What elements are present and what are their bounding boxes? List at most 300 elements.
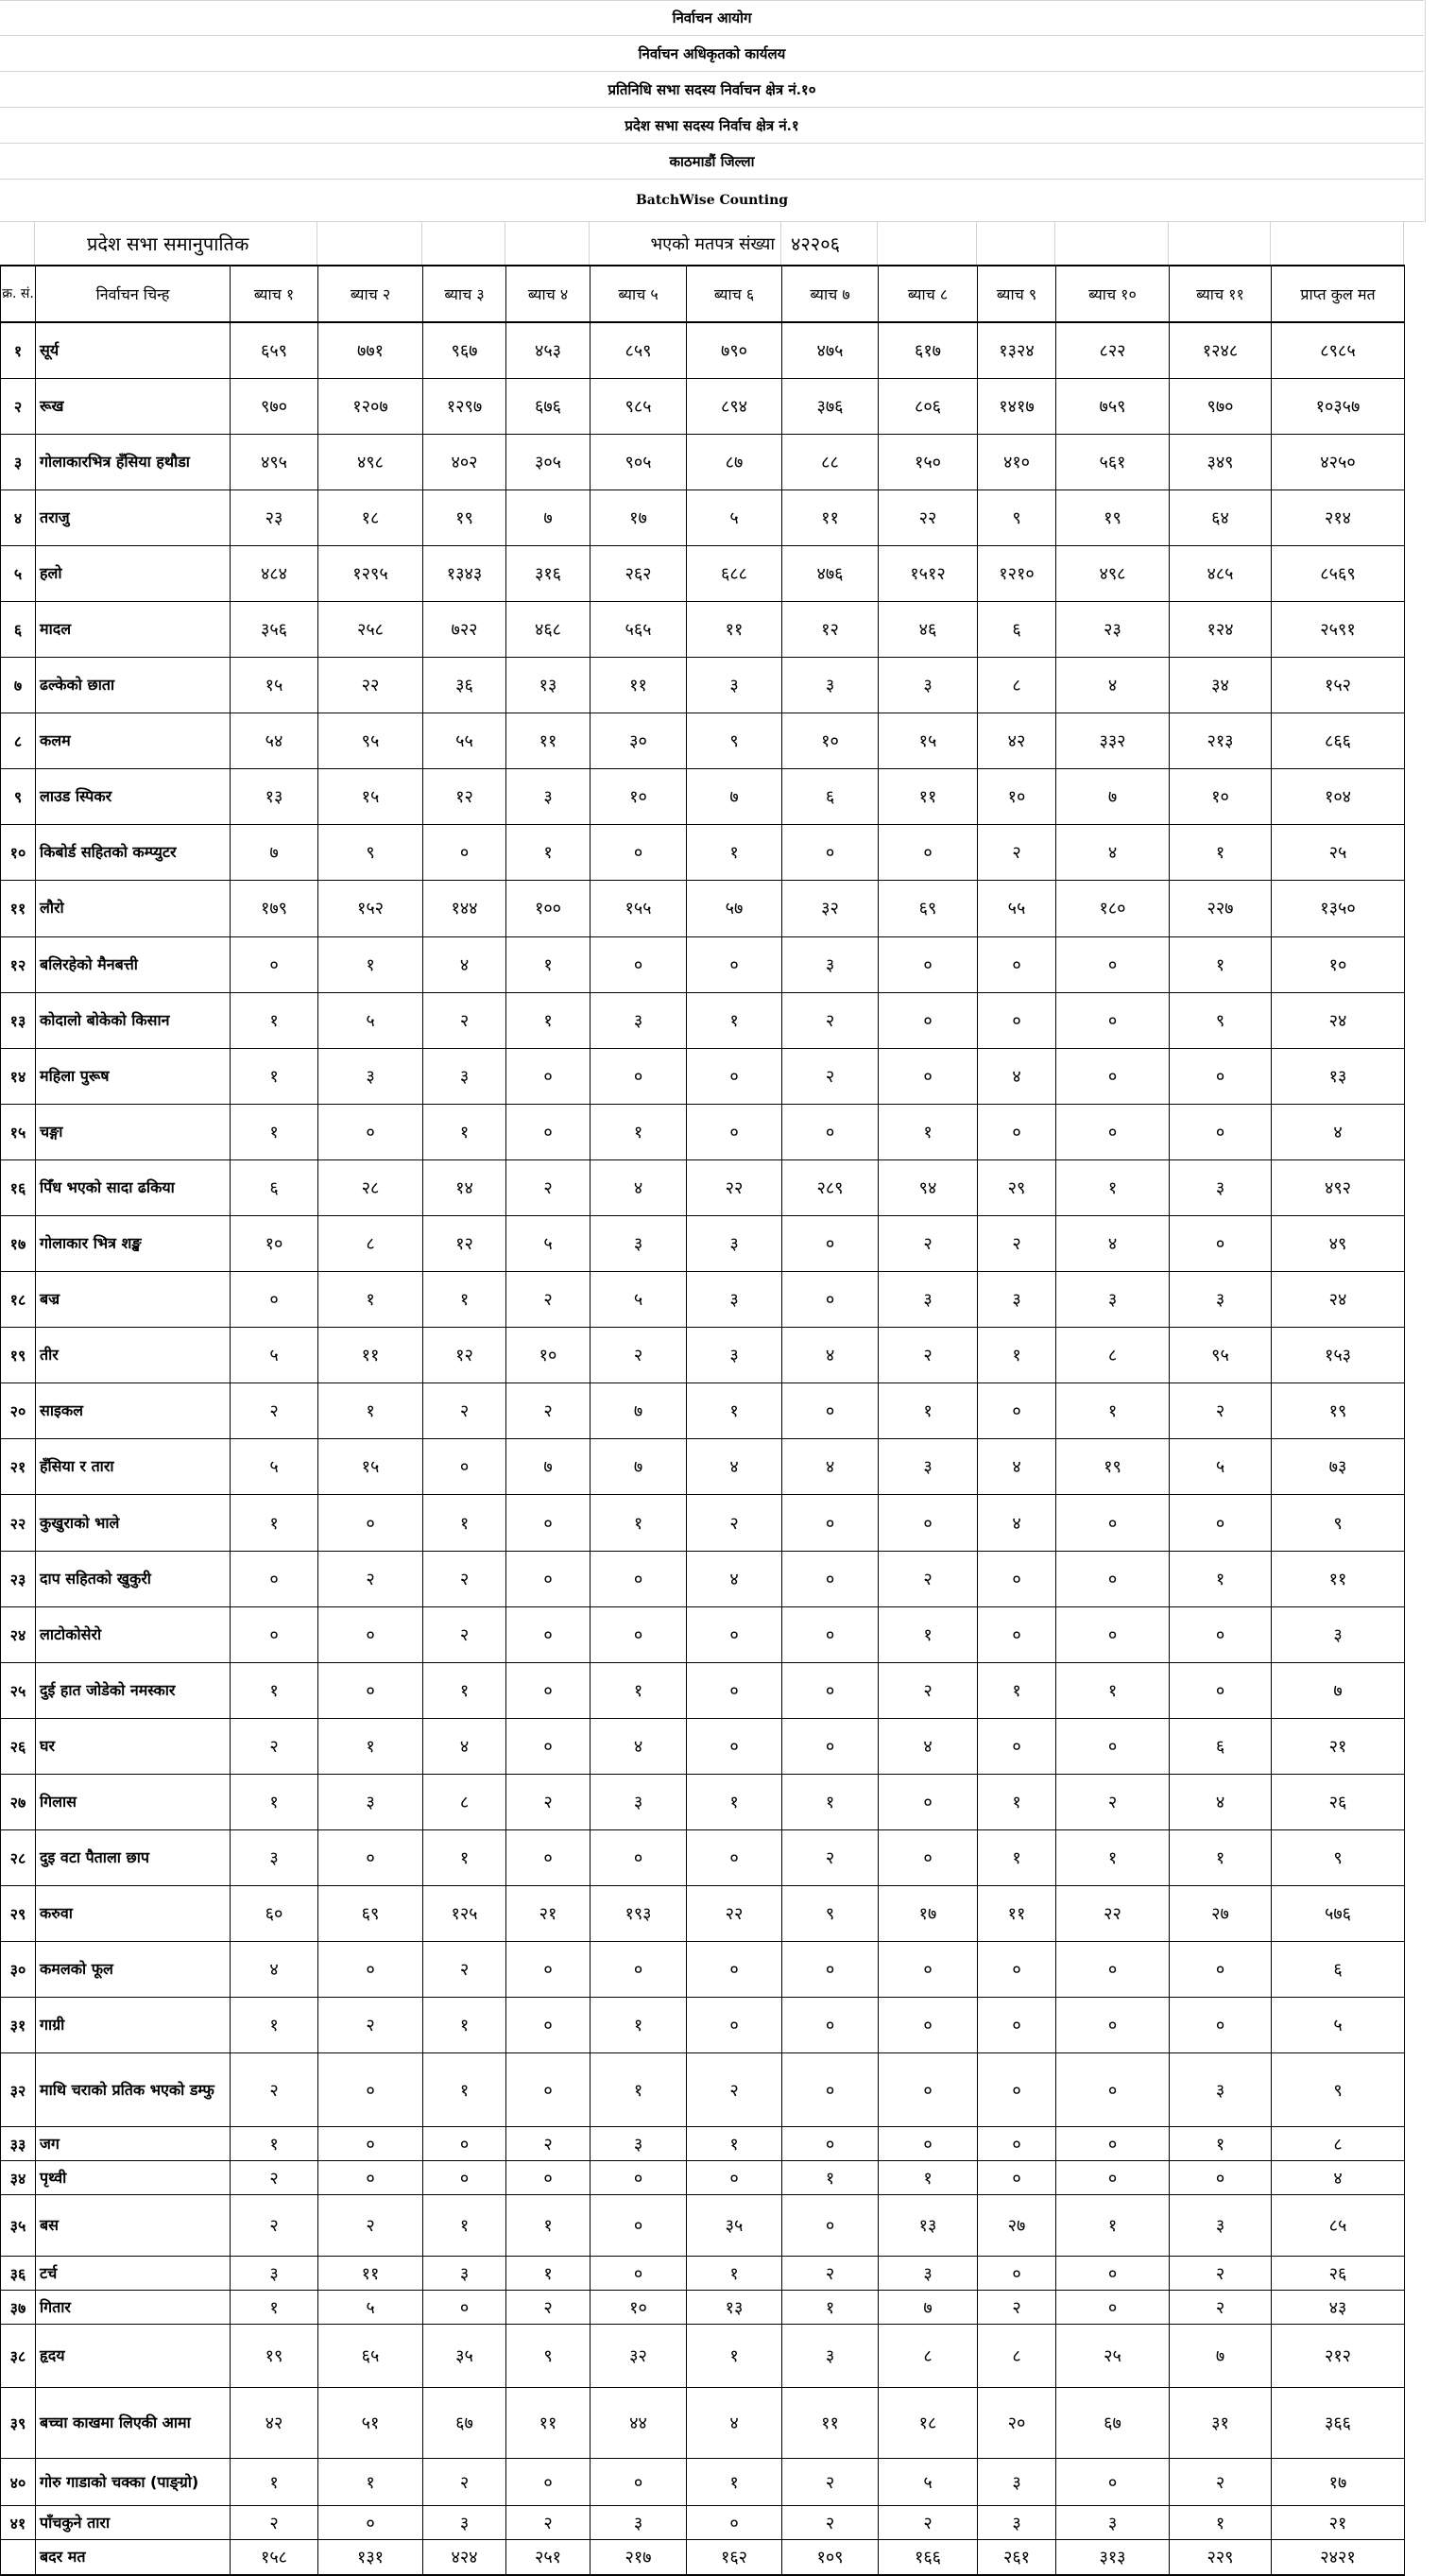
table-row bbox=[1, 825, 1405, 881]
serial-number: १३ bbox=[1, 992, 36, 1048]
column-header-row bbox=[1, 266, 1405, 322]
batch-7-votes: ० bbox=[782, 1104, 879, 1159]
batch-1-votes: १ bbox=[231, 2127, 318, 2161]
batch-2-votes: ८ bbox=[318, 1216, 423, 1272]
batch-5-votes: ३२ bbox=[591, 2325, 687, 2388]
header-batch-10: ब्याच १० bbox=[1056, 266, 1170, 322]
header-batch-2: ब्याच २ bbox=[318, 266, 423, 322]
batch-2-votes: २ bbox=[318, 2195, 423, 2257]
batch-6-votes: १ bbox=[687, 1774, 782, 1829]
batch-4-votes: ० bbox=[506, 1606, 591, 1662]
batch-3-votes: ४ bbox=[423, 1718, 506, 1774]
batch-8-votes: ५ bbox=[879, 2459, 978, 2506]
batch-7-votes: ० bbox=[782, 2127, 879, 2161]
batch-3-votes: १३४३ bbox=[423, 545, 506, 601]
batch-2-votes: ६५ bbox=[318, 2325, 423, 2388]
symbol-name: किबोर्ड सहितको कम्प्युटर bbox=[36, 825, 231, 881]
table-row bbox=[1, 1998, 1405, 2053]
batch-9-votes: २ bbox=[978, 825, 1056, 881]
serial-number: २० bbox=[1, 1383, 36, 1439]
batch-9-votes: ८ bbox=[978, 2325, 1056, 2388]
batch-1-votes: २ bbox=[231, 2053, 318, 2127]
symbol-name: तीर bbox=[36, 1328, 231, 1383]
batch-8-votes: ३ bbox=[879, 2257, 978, 2291]
batch-10-votes: ० bbox=[1056, 2053, 1170, 2127]
batch-7-votes: ४७५ bbox=[782, 322, 879, 378]
batch-5-votes: ० bbox=[591, 825, 687, 881]
batch-11-votes: १ bbox=[1170, 1551, 1272, 1606]
symbol-name: सूर्य bbox=[36, 322, 231, 378]
batch-6-votes: ० bbox=[687, 1998, 782, 2053]
batch-1-votes: १० bbox=[231, 1216, 318, 1272]
title-constituency: प्रतिनिधि सभा सदस्य निर्वाचन क्षेत्र नं.१० bbox=[0, 72, 1424, 108]
batch-4-votes: ० bbox=[506, 2053, 591, 2127]
batch-2-votes: ० bbox=[318, 2127, 423, 2161]
batch-4-votes: ० bbox=[506, 1718, 591, 1774]
batch-11-votes: २ bbox=[1170, 1383, 1272, 1439]
batch-4-votes: ११ bbox=[506, 2388, 591, 2459]
serial-number: २७ bbox=[1, 1774, 36, 1829]
batch-9-votes: २ bbox=[978, 2291, 1056, 2325]
table-row bbox=[1, 881, 1405, 936]
batch-4-votes: ३१६ bbox=[506, 545, 591, 601]
batch-6-votes: ५ bbox=[687, 489, 782, 545]
serial-number: ७ bbox=[1, 658, 36, 713]
batch-8-votes: ७ bbox=[879, 2291, 978, 2325]
invalid-batch-8: १६६ bbox=[879, 2540, 978, 2575]
symbol-name: मादल bbox=[36, 601, 231, 657]
batch-5-votes: ३ bbox=[591, 1216, 687, 1272]
batch-2-votes: १५ bbox=[318, 1439, 423, 1495]
batch-10-votes: २५ bbox=[1056, 2325, 1170, 2388]
batch-7-votes: १ bbox=[782, 2291, 879, 2325]
batch-2-votes: ० bbox=[318, 1662, 423, 1718]
batch-5-votes: १५५ bbox=[591, 881, 687, 936]
batch-11-votes: २१३ bbox=[1170, 713, 1272, 769]
batch-5-votes: १० bbox=[591, 769, 687, 825]
table-row bbox=[1, 2325, 1405, 2388]
total-votes: २६ bbox=[1272, 2257, 1405, 2291]
batch-11-votes: ९ bbox=[1170, 992, 1272, 1048]
batch-7-votes: ४ bbox=[782, 1328, 879, 1383]
serial-number: १४ bbox=[1, 1048, 36, 1104]
total-votes: ८६६ bbox=[1272, 713, 1405, 769]
batch-4-votes: २ bbox=[506, 2127, 591, 2161]
batch-6-votes: ४ bbox=[687, 1439, 782, 1495]
total-votes: ९ bbox=[1272, 2053, 1405, 2127]
serial-number: ३८ bbox=[1, 2325, 36, 2388]
serial-number: ४ bbox=[1, 489, 36, 545]
serial-number: ३३ bbox=[1, 2127, 36, 2161]
batch-4-votes: ४५३ bbox=[506, 322, 591, 378]
header-serial: क्र. सं. bbox=[1, 266, 36, 322]
batch-11-votes: २ bbox=[1170, 2459, 1272, 2506]
invalid-batch-3: ४२४ bbox=[423, 2540, 506, 2575]
serial-number: ३२ bbox=[1, 2053, 36, 2127]
batch-8-votes: ० bbox=[879, 1495, 978, 1551]
batch-3-votes: २ bbox=[423, 1383, 506, 1439]
batch-8-votes: २ bbox=[879, 1662, 978, 1718]
batch-9-votes: ० bbox=[978, 1606, 1056, 1662]
title-block bbox=[0, 0, 1426, 222]
batch-10-votes: ७५९ bbox=[1056, 378, 1170, 434]
batch-6-votes: ४ bbox=[687, 2388, 782, 2459]
batch-4-votes: १० bbox=[506, 1328, 591, 1383]
batch-1-votes: २ bbox=[231, 2195, 318, 2257]
batch-1-votes: १ bbox=[231, 2291, 318, 2325]
batch-3-votes: ४ bbox=[423, 936, 506, 992]
batch-5-votes: १ bbox=[591, 1662, 687, 1718]
batch-5-votes: २ bbox=[591, 1328, 687, 1383]
batch-3-votes: १४ bbox=[423, 1159, 506, 1215]
batch-11-votes: ३ bbox=[1170, 1159, 1272, 1215]
invalid-votes-row bbox=[1, 2540, 1405, 2575]
batch-5-votes: ८५९ bbox=[591, 322, 687, 378]
title-district: काठमाडौं जिल्ला bbox=[0, 144, 1424, 180]
symbol-name: कुखुराको भाले bbox=[36, 1495, 231, 1551]
title-province-constituency: प्रदेश सभा सदस्य निर्वाच क्षेत्र नं.१ bbox=[0, 108, 1424, 144]
total-votes: १३ bbox=[1272, 1048, 1405, 1104]
batch-7-votes: ३७६ bbox=[782, 378, 879, 434]
batch-8-votes: २ bbox=[879, 1328, 978, 1383]
batch-7-votes: १ bbox=[782, 2161, 879, 2195]
batch-10-votes: ० bbox=[1056, 1942, 1170, 1998]
batch-5-votes: ० bbox=[591, 1048, 687, 1104]
batch-6-votes: १ bbox=[687, 2459, 782, 2506]
batch-7-votes: ० bbox=[782, 1606, 879, 1662]
batch-9-votes: १२१० bbox=[978, 545, 1056, 601]
batch-2-votes: २२ bbox=[318, 658, 423, 713]
batch-2-votes: ० bbox=[318, 2161, 423, 2195]
batch-9-votes: ० bbox=[978, 2127, 1056, 2161]
batch-9-votes: ० bbox=[978, 1998, 1056, 2053]
batch-9-votes: ५५ bbox=[978, 881, 1056, 936]
table-row bbox=[1, 1718, 1405, 1774]
batch-3-votes: ३६ bbox=[423, 658, 506, 713]
batch-1-votes: १ bbox=[231, 1495, 318, 1551]
batch-11-votes: १ bbox=[1170, 825, 1272, 881]
batch-5-votes: ४ bbox=[591, 1718, 687, 1774]
invalid-batch-11: २२९ bbox=[1170, 2540, 1272, 2575]
title-office: निर्वाचन अधिकृतको कार्यलय bbox=[0, 36, 1424, 72]
batch-2-votes: ० bbox=[318, 2053, 423, 2127]
header-symbol: निर्वाचन चिन्ह bbox=[36, 266, 231, 322]
batch-9-votes: २ bbox=[978, 1216, 1056, 1272]
batch-11-votes: ० bbox=[1170, 1998, 1272, 2053]
batch-1-votes: ० bbox=[231, 1551, 318, 1606]
batch-6-votes: ८७ bbox=[687, 434, 782, 489]
table-row bbox=[1, 2388, 1405, 2459]
batch-4-votes: २ bbox=[506, 1774, 591, 1829]
batch-10-votes: ४ bbox=[1056, 825, 1170, 881]
total-votes: ३६६ bbox=[1272, 2388, 1405, 2459]
batch-7-votes: १० bbox=[782, 713, 879, 769]
serial-number: ९ bbox=[1, 769, 36, 825]
batch-4-votes: ० bbox=[506, 1104, 591, 1159]
batch-9-votes: ० bbox=[978, 2053, 1056, 2127]
batch-3-votes: १४४ bbox=[423, 881, 506, 936]
batch-10-votes: ६७ bbox=[1056, 2388, 1170, 2459]
batch-11-votes: २२७ bbox=[1170, 881, 1272, 936]
total-votes: ४९ bbox=[1272, 1216, 1405, 1272]
batch-11-votes: ६४ bbox=[1170, 489, 1272, 545]
batch-8-votes: ० bbox=[879, 1048, 978, 1104]
serial-number: २२ bbox=[1, 1495, 36, 1551]
batch-11-votes: ३ bbox=[1170, 1272, 1272, 1328]
batch-5-votes: ० bbox=[591, 1830, 687, 1886]
batch-8-votes: ० bbox=[879, 1942, 978, 1998]
batch-11-votes: १ bbox=[1170, 936, 1272, 992]
batch-7-votes: २ bbox=[782, 2459, 879, 2506]
batch-8-votes: २ bbox=[879, 1216, 978, 1272]
batch-10-votes: ३ bbox=[1056, 1272, 1170, 1328]
table-row bbox=[1, 378, 1405, 434]
header-batch-6: ब्याच ६ bbox=[687, 266, 782, 322]
batch-6-votes: १ bbox=[687, 2325, 782, 2388]
total-votes: ३ bbox=[1272, 1606, 1405, 1662]
batch-8-votes: १५० bbox=[879, 434, 978, 489]
symbol-name: दाप सहितको खुकुरी bbox=[36, 1551, 231, 1606]
batch-7-votes: ० bbox=[782, 1495, 879, 1551]
batch-3-votes: १२ bbox=[423, 769, 506, 825]
batch-9-votes: ४२ bbox=[978, 713, 1056, 769]
batch-10-votes: ४ bbox=[1056, 1216, 1170, 1272]
batch-1-votes: ४९५ bbox=[231, 434, 318, 489]
symbol-name: कोदालो बोकेको किसान bbox=[36, 992, 231, 1048]
batch-7-votes: १२ bbox=[782, 601, 879, 657]
batch-7-votes: ० bbox=[782, 825, 879, 881]
batch-2-votes: १५ bbox=[318, 769, 423, 825]
serial-number: ११ bbox=[1, 881, 36, 936]
subheader-row bbox=[0, 222, 1404, 265]
batch-10-votes: ० bbox=[1056, 1495, 1170, 1551]
total-votes: २५ bbox=[1272, 825, 1405, 881]
batch-10-votes: ८ bbox=[1056, 1328, 1170, 1383]
batch-3-votes: १२ bbox=[423, 1328, 506, 1383]
invalid-total: २४२१ bbox=[1272, 2540, 1405, 2575]
batch-6-votes: ३५ bbox=[687, 2195, 782, 2257]
batch-11-votes: ० bbox=[1170, 1662, 1272, 1718]
batch-3-votes: १ bbox=[423, 1104, 506, 1159]
total-votes: ९ bbox=[1272, 1830, 1405, 1886]
batch-3-votes: २ bbox=[423, 2459, 506, 2506]
total-votes: ५ bbox=[1272, 1998, 1405, 2053]
batch-4-votes: १३ bbox=[506, 658, 591, 713]
batch-1-votes: ६ bbox=[231, 1159, 318, 1215]
header-batch-9: ब्याच ९ bbox=[978, 266, 1056, 322]
symbol-name: करुवा bbox=[36, 1886, 231, 1942]
batch-8-votes: ३ bbox=[879, 1439, 978, 1495]
serial-number: ३ bbox=[1, 434, 36, 489]
batch-4-votes: २ bbox=[506, 2506, 591, 2540]
total-votes: १०३५७ bbox=[1272, 378, 1405, 434]
batch-1-votes: १ bbox=[231, 1662, 318, 1718]
batch-9-votes: ० bbox=[978, 992, 1056, 1048]
batch-11-votes: ३४९ bbox=[1170, 434, 1272, 489]
batch-5-votes: ० bbox=[591, 2195, 687, 2257]
batch-3-votes: ५५ bbox=[423, 713, 506, 769]
batch-8-votes: ० bbox=[879, 825, 978, 881]
batch-7-votes: ० bbox=[782, 1216, 879, 1272]
batch-2-votes: ९५ bbox=[318, 713, 423, 769]
batch-7-votes: २ bbox=[782, 2257, 879, 2291]
batch-4-votes: ११ bbox=[506, 713, 591, 769]
serial-number: २४ bbox=[1, 1606, 36, 1662]
table-row bbox=[1, 545, 1405, 601]
batch-6-votes: ९ bbox=[687, 713, 782, 769]
total-votes: ८५ bbox=[1272, 2195, 1405, 2257]
batch-5-votes: १ bbox=[591, 1104, 687, 1159]
batch-10-votes: ४ bbox=[1056, 658, 1170, 713]
symbol-name: जग bbox=[36, 2127, 231, 2161]
table-row bbox=[1, 601, 1405, 657]
batch-7-votes: १ bbox=[782, 1774, 879, 1829]
batch-7-votes: ० bbox=[782, 2053, 879, 2127]
serial-number: ४१ bbox=[1, 2506, 36, 2540]
serial-number: ६ bbox=[1, 601, 36, 657]
serial-number: २१ bbox=[1, 1439, 36, 1495]
total-votes: ४९२ bbox=[1272, 1159, 1405, 1215]
batch-11-votes: ० bbox=[1170, 1216, 1272, 1272]
batch-1-votes: ७ bbox=[231, 825, 318, 881]
batch-6-votes: ० bbox=[687, 1104, 782, 1159]
table-row bbox=[1, 1662, 1405, 1718]
batch-11-votes: ६ bbox=[1170, 1718, 1272, 1774]
table-row bbox=[1, 1328, 1405, 1383]
batch-1-votes: ५ bbox=[231, 1328, 318, 1383]
table-row bbox=[1, 489, 1405, 545]
batch-2-votes: ३ bbox=[318, 1048, 423, 1104]
batch-10-votes: १ bbox=[1056, 1830, 1170, 1886]
batch-6-votes: ० bbox=[687, 936, 782, 992]
batch-5-votes: १ bbox=[591, 2053, 687, 2127]
symbol-name: साइकल bbox=[36, 1383, 231, 1439]
batch-8-votes: ४ bbox=[879, 1718, 978, 1774]
ballots-count: ४२२०६ bbox=[781, 222, 878, 265]
batch-8-votes: २ bbox=[879, 2506, 978, 2540]
batch-2-votes: ० bbox=[318, 2506, 423, 2540]
batch-6-votes: ० bbox=[687, 1830, 782, 1886]
batch-11-votes: ० bbox=[1170, 1048, 1272, 1104]
table-row bbox=[1, 1886, 1405, 1942]
table-row bbox=[1, 1830, 1405, 1886]
batch-8-votes: ० bbox=[879, 2053, 978, 2127]
serial-number: २६ bbox=[1, 1718, 36, 1774]
batch-10-votes: ३३२ bbox=[1056, 713, 1170, 769]
batch-5-votes: ० bbox=[591, 1942, 687, 1998]
total-votes: २४ bbox=[1272, 992, 1405, 1048]
batch-4-votes: ० bbox=[506, 2161, 591, 2195]
batch-3-votes: ० bbox=[423, 2127, 506, 2161]
batch-10-votes: ० bbox=[1056, 2127, 1170, 2161]
batch-4-votes: ७ bbox=[506, 1439, 591, 1495]
batch-11-votes: ० bbox=[1170, 1104, 1272, 1159]
batch-1-votes: २ bbox=[231, 1383, 318, 1439]
batch-9-votes: ० bbox=[978, 1718, 1056, 1774]
batch-8-votes: ९४ bbox=[879, 1159, 978, 1215]
symbol-name: गोलाकार भित्र शङ्ख bbox=[36, 1216, 231, 1272]
table-row bbox=[1, 1104, 1405, 1159]
total-votes: ८९८५ bbox=[1272, 322, 1405, 378]
total-votes: ४ bbox=[1272, 1104, 1405, 1159]
batch-4-votes: ० bbox=[506, 2459, 591, 2506]
batch-7-votes: २ bbox=[782, 1048, 879, 1104]
batch-1-votes: ५ bbox=[231, 1439, 318, 1495]
total-votes: १५२ bbox=[1272, 658, 1405, 713]
batch-4-votes: ६७६ bbox=[506, 378, 591, 434]
batch-10-votes: ० bbox=[1056, 1998, 1170, 2053]
batch-1-votes: १ bbox=[231, 1048, 318, 1104]
batch-9-votes: ४१० bbox=[978, 434, 1056, 489]
batch-6-votes: २२ bbox=[687, 1159, 782, 1215]
batch-9-votes: ० bbox=[978, 1104, 1056, 1159]
serial-number: १९ bbox=[1, 1328, 36, 1383]
batch-1-votes: १९ bbox=[231, 2325, 318, 2388]
batch-9-votes: १ bbox=[978, 1328, 1056, 1383]
batch-5-votes: ४४ bbox=[591, 2388, 687, 2459]
symbol-name: कलम bbox=[36, 713, 231, 769]
batch-4-votes: २ bbox=[506, 1383, 591, 1439]
batch-11-votes: ० bbox=[1170, 2161, 1272, 2195]
batch-6-votes: ८९४ bbox=[687, 378, 782, 434]
serial-number: ८ bbox=[1, 713, 36, 769]
batch-3-votes: ८ bbox=[423, 1774, 506, 1829]
batch-7-votes: ० bbox=[782, 1998, 879, 2053]
batch-7-votes: ० bbox=[782, 1383, 879, 1439]
batch-7-votes: ० bbox=[782, 1718, 879, 1774]
vote-count-table bbox=[0, 265, 1405, 2576]
batch-5-votes: ० bbox=[591, 936, 687, 992]
batch-7-votes: ३ bbox=[782, 2325, 879, 2388]
batch-7-votes: २८९ bbox=[782, 1159, 879, 1215]
table-row bbox=[1, 936, 1405, 992]
table-row bbox=[1, 1272, 1405, 1328]
symbol-name: दुई हात जोडेको नमस्कार bbox=[36, 1662, 231, 1718]
serial-number: ३७ bbox=[1, 2291, 36, 2325]
batch-11-votes: ३४ bbox=[1170, 658, 1272, 713]
total-votes: १० bbox=[1272, 936, 1405, 992]
table-row bbox=[1, 2291, 1405, 2325]
batch-9-votes: २० bbox=[978, 2388, 1056, 2459]
batch-6-votes: १ bbox=[687, 2127, 782, 2161]
batch-4-votes: ३०५ bbox=[506, 434, 591, 489]
batch-9-votes: १४१७ bbox=[978, 378, 1056, 434]
batch-6-votes: ७९० bbox=[687, 322, 782, 378]
batch-2-votes: ० bbox=[318, 1942, 423, 1998]
symbol-name: हृदय bbox=[36, 2325, 231, 2388]
batch-5-votes: ९८५ bbox=[591, 378, 687, 434]
symbol-name: तराजु bbox=[36, 489, 231, 545]
batch-1-votes: १५ bbox=[231, 658, 318, 713]
total-votes: ४ bbox=[1272, 2161, 1405, 2195]
table-row bbox=[1, 2459, 1405, 2506]
serial-number: १८ bbox=[1, 1272, 36, 1328]
batch-9-votes: ४ bbox=[978, 1439, 1056, 1495]
header-batch-1: ब्याच १ bbox=[231, 266, 318, 322]
batch-3-votes: ९६७ bbox=[423, 322, 506, 378]
batch-8-votes: २२ bbox=[879, 489, 978, 545]
batch-11-votes: २ bbox=[1170, 2257, 1272, 2291]
batch-6-votes: ० bbox=[687, 2506, 782, 2540]
batch-5-votes: ३ bbox=[591, 2127, 687, 2161]
batch-11-votes: १० bbox=[1170, 769, 1272, 825]
batch-7-votes: ३२ bbox=[782, 881, 879, 936]
batch-11-votes: ० bbox=[1170, 1942, 1272, 1998]
batch-3-votes: ३ bbox=[423, 2257, 506, 2291]
batch-7-votes: ४७६ bbox=[782, 545, 879, 601]
serial-number: ५ bbox=[1, 545, 36, 601]
batch-2-votes: १ bbox=[318, 1383, 423, 1439]
